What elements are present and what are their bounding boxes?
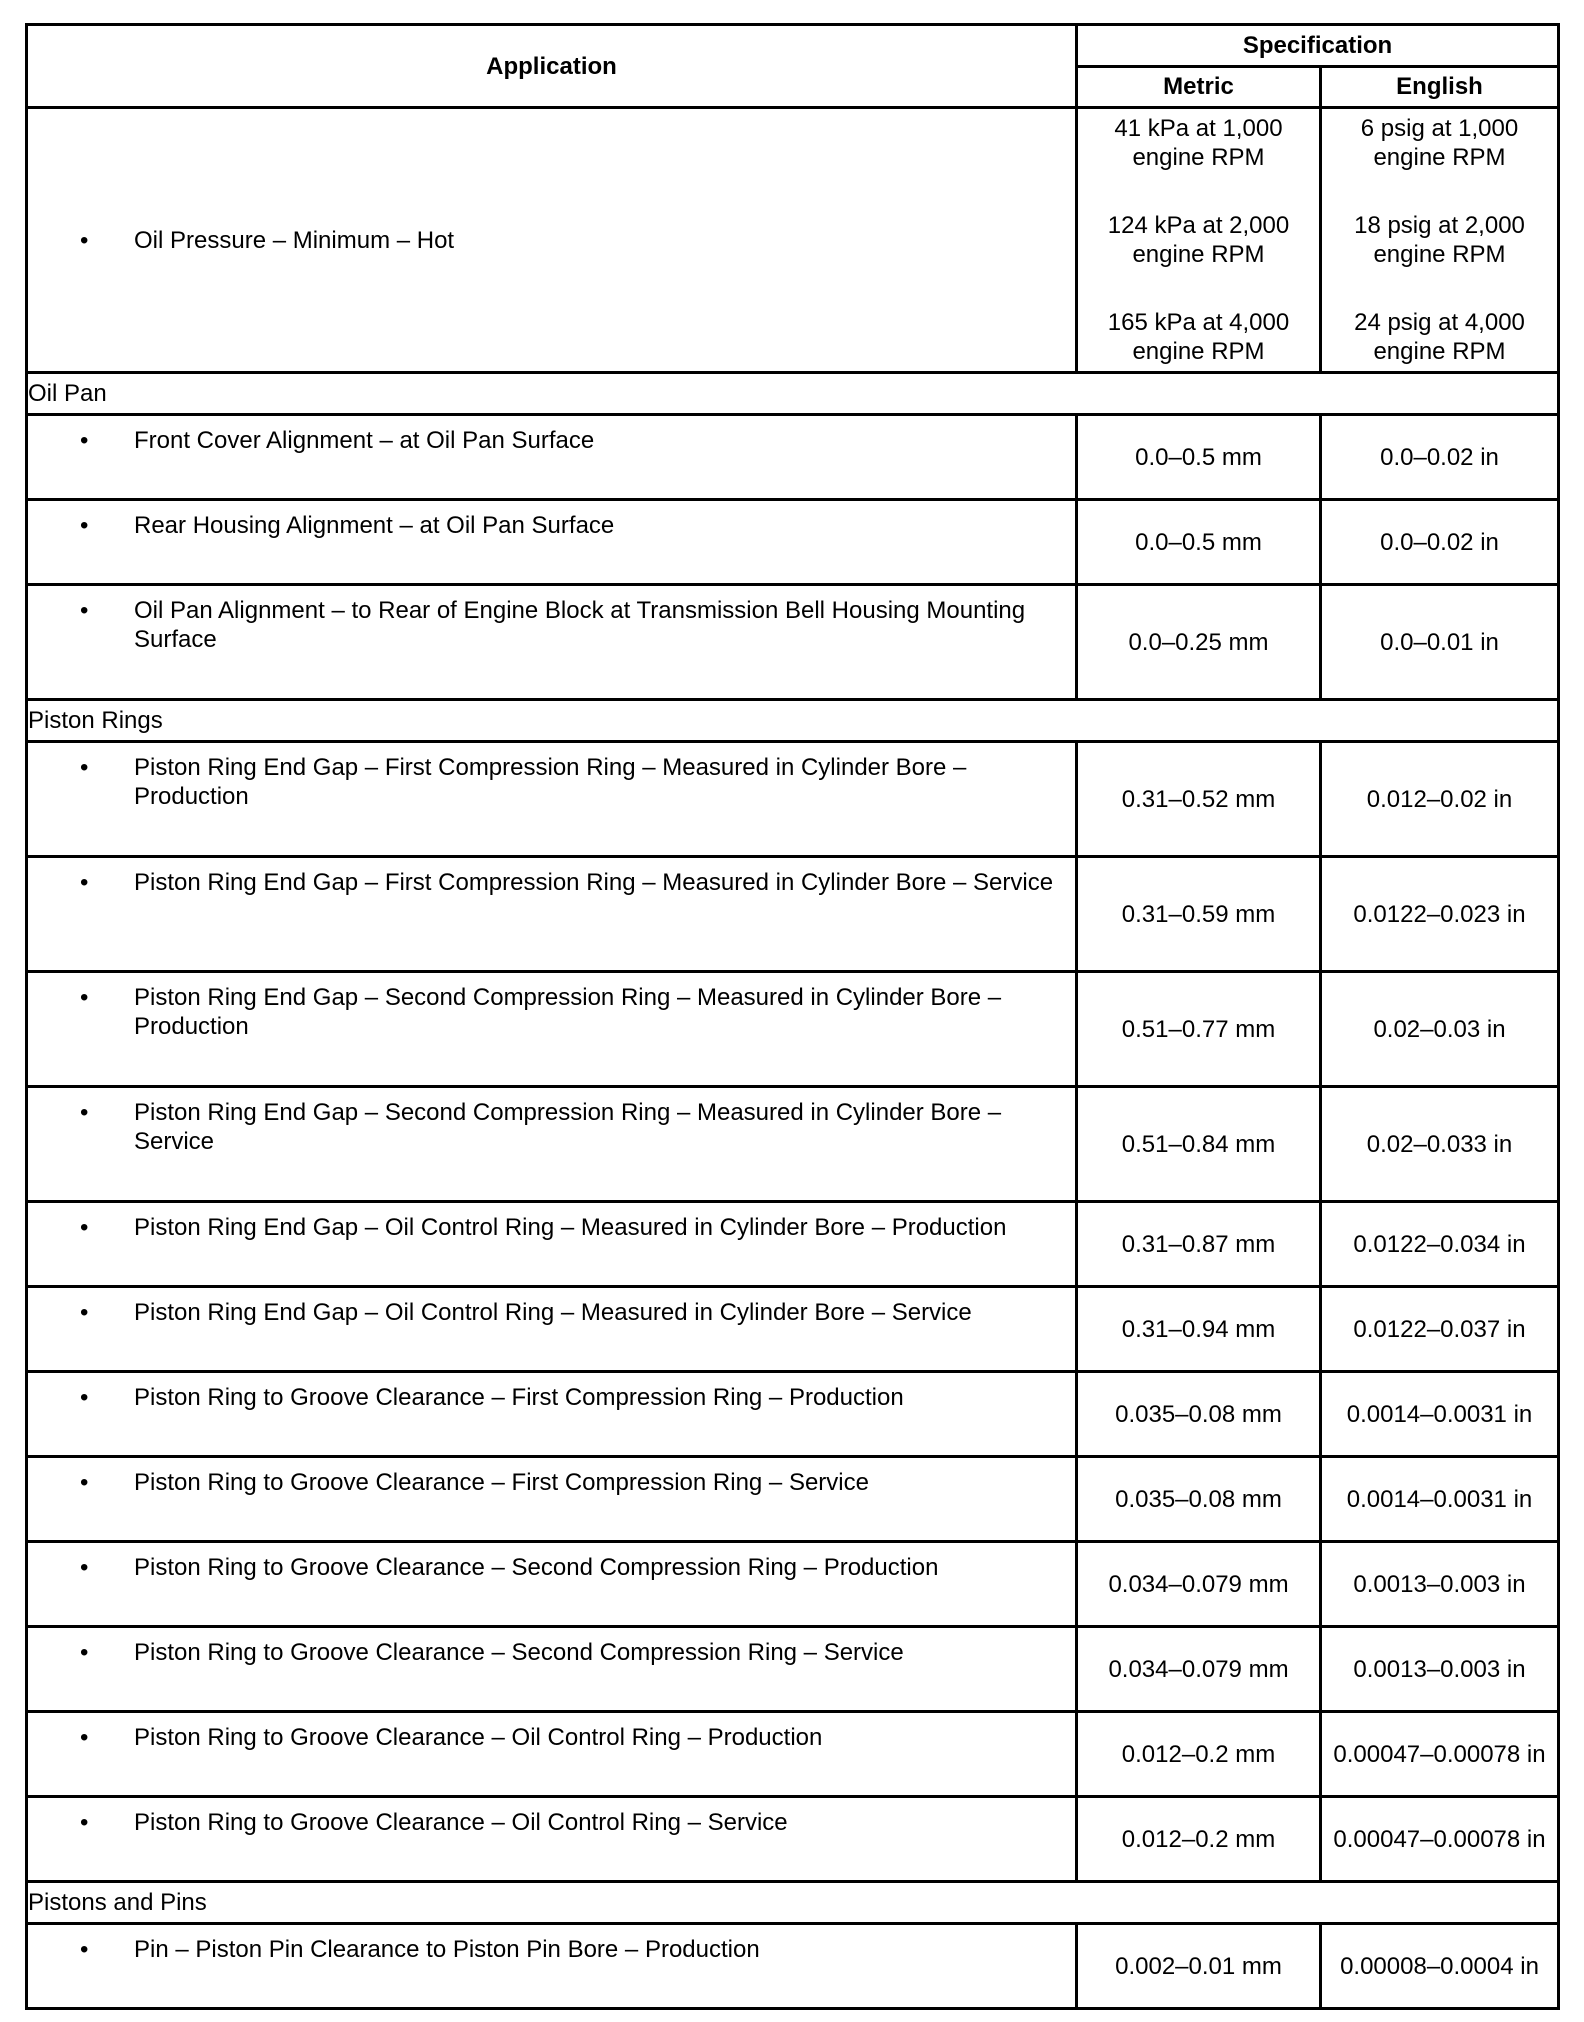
- section-row: [27, 373, 1559, 415]
- application-cell: [27, 415, 1077, 500]
- application-cell: [27, 1924, 1077, 2009]
- english-value: 0.0014–0.0031 in: [1321, 1372, 1559, 1457]
- application-cell: [27, 500, 1077, 585]
- application-cell: [27, 1797, 1077, 1882]
- section-heading: Oil Pan: [27, 373, 1559, 415]
- application-label: Piston Ring End Gap – Oil Control Ring – Measured in Cylinder Bore – Service: [134, 1299, 972, 1326]
- table-row: [27, 1287, 1559, 1372]
- application-cell: [27, 1712, 1077, 1797]
- table-row: [27, 1087, 1559, 1202]
- metric-value: 0.012–0.2 mm: [1077, 1712, 1321, 1797]
- header-english: English: [1321, 66, 1559, 108]
- table-row: [27, 1924, 1559, 2009]
- application-cell: [27, 1087, 1077, 1202]
- metric-value: 0.034–0.079 mm: [1077, 1542, 1321, 1627]
- bullet-icon: •: [80, 984, 89, 1011]
- english-cell: [1321, 108, 1559, 373]
- specification-table: [25, 23, 1560, 2010]
- metric-value: 0.0–0.25 mm: [1077, 585, 1321, 700]
- application-cell: [27, 1372, 1077, 1457]
- application-label: Pin – Piston Pin Clearance to Piston Pin Bore – Production: [134, 1936, 760, 1963]
- table-row: [27, 972, 1559, 1087]
- metric-value: 0.31–0.59 mm: [1077, 857, 1321, 972]
- bullet-icon: •: [80, 1384, 89, 1411]
- table-row: [27, 1457, 1559, 1542]
- application-cell: [27, 585, 1077, 700]
- table-row: [27, 1372, 1559, 1457]
- english-value: 0.02–0.033 in: [1321, 1087, 1559, 1202]
- application-label: Piston Ring to Groove Clearance – Second Compression Ring – Production: [134, 1554, 939, 1581]
- application-label: Oil Pressure – Minimum – Hot: [134, 226, 455, 254]
- application-cell: [27, 1627, 1077, 1712]
- section-heading: Piston Rings: [27, 700, 1559, 742]
- english-value: 0.0–0.02 in: [1321, 415, 1559, 500]
- english-value: 0.02–0.03 in: [1321, 972, 1559, 1087]
- metric-value: 0.0–0.5 mm: [1077, 415, 1321, 500]
- bullet-icon: •: [80, 1469, 89, 1496]
- table-row: [27, 1202, 1559, 1287]
- section-heading: Pistons and Pins: [27, 1882, 1559, 1924]
- application-label: Front Cover Alignment – at Oil Pan Surface: [134, 427, 595, 454]
- english-value: 0.0122–0.037 in: [1321, 1287, 1559, 1372]
- application-label: Piston Ring to Groove Clearance – First Compression Ring – Production: [134, 1384, 904, 1411]
- metric-value: 0.31–0.94 mm: [1077, 1287, 1321, 1372]
- metric-line: 41 kPa at 1,000: [1114, 115, 1283, 142]
- english-value: 0.0013–0.003 in: [1321, 1542, 1559, 1627]
- metric-line: engine RPM: [1132, 241, 1265, 268]
- application-label: Piston Ring End Gap – First Compression Ring – Measured in Cylinder Bore – Production: [134, 754, 967, 810]
- metric-line: engine RPM: [1132, 338, 1265, 365]
- table-row: [27, 500, 1559, 585]
- application-label: Piston Ring to Groove Clearance – Oil Control Ring – Production: [134, 1724, 823, 1751]
- english-value: 0.0–0.01 in: [1321, 585, 1559, 700]
- header-specification: Specification: [1077, 25, 1559, 67]
- english-value: 0.0122–0.034 in: [1321, 1202, 1559, 1287]
- table-row: [27, 585, 1559, 700]
- application-label: Piston Ring End Gap – Second Compression Ring – Measured in Cylinder Bore – Service: [134, 1099, 1002, 1155]
- metric-value: 0.31–0.87 mm: [1077, 1202, 1321, 1287]
- english-line: 18 psig at 2,000: [1354, 212, 1525, 239]
- english-value: 0.0–0.02 in: [1321, 500, 1559, 585]
- bullet-icon: •: [80, 597, 89, 624]
- english-line: 24 psig at 4,000: [1354, 309, 1525, 336]
- english-line: engine RPM: [1373, 144, 1506, 171]
- header-application: Application: [27, 25, 1077, 108]
- metric-value: 0.51–0.77 mm: [1077, 972, 1321, 1087]
- bullet-icon: •: [80, 1554, 89, 1581]
- metric-cell: [1077, 108, 1321, 373]
- metric-value: 0.51–0.84 mm: [1077, 1087, 1321, 1202]
- table-row: [27, 742, 1559, 857]
- application-cell: [27, 1202, 1077, 1287]
- english-line: engine RPM: [1373, 338, 1506, 365]
- table-row-oil-pressure: [27, 108, 1559, 373]
- english-value: 0.00047–0.00078 in: [1321, 1712, 1559, 1797]
- application-label: Piston Ring to Groove Clearance – First Compression Ring – Service: [134, 1469, 869, 1496]
- application-cell: [27, 1287, 1077, 1372]
- table-row: [27, 1627, 1559, 1712]
- table-row: [27, 857, 1559, 972]
- application-label: Rear Housing Alignment – at Oil Pan Surface: [134, 512, 615, 539]
- english-value: 0.00047–0.00078 in: [1321, 1797, 1559, 1882]
- application-cell: [27, 1542, 1077, 1627]
- application-label: Piston Ring End Gap – First Compression Ring – Measured in Cylinder Bore – Service: [134, 869, 1054, 896]
- bullet-icon: •: [80, 512, 89, 539]
- application-cell: [27, 108, 1077, 373]
- metric-value: 0.0–0.5 mm: [1077, 500, 1321, 585]
- application-label: Piston Ring to Groove Clearance – Oil Control Ring – Service: [134, 1809, 788, 1836]
- english-value: 0.0014–0.0031 in: [1321, 1457, 1559, 1542]
- metric-value: 0.035–0.08 mm: [1077, 1457, 1321, 1542]
- application-cell: [27, 857, 1077, 972]
- section-row: [27, 1882, 1559, 1924]
- header-metric: Metric: [1077, 66, 1321, 108]
- metric-value: 0.035–0.08 mm: [1077, 1372, 1321, 1457]
- table-row: [27, 1797, 1559, 1882]
- bullet-icon: •: [80, 1214, 89, 1241]
- metric-value: 0.31–0.52 mm: [1077, 742, 1321, 857]
- english-line: engine RPM: [1373, 241, 1506, 268]
- table-row: [27, 415, 1559, 500]
- metric-value: 0.002–0.01 mm: [1077, 1924, 1321, 2009]
- application-cell: [27, 972, 1077, 1087]
- bullet-icon: •: [80, 1099, 89, 1126]
- bullet-icon: •: [80, 1724, 89, 1751]
- bullet-icon: •: [80, 1639, 89, 1666]
- metric-value: 0.012–0.2 mm: [1077, 1797, 1321, 1882]
- bullet-icon: •: [80, 754, 89, 781]
- metric-line: engine RPM: [1132, 144, 1265, 171]
- section-row: [27, 700, 1559, 742]
- table-row: [27, 1712, 1559, 1797]
- metric-value: 0.034–0.079 mm: [1077, 1627, 1321, 1712]
- metric-line: 165 kPa at 4,000: [1107, 309, 1290, 336]
- english-value: 0.0122–0.023 in: [1321, 857, 1559, 972]
- bullet-icon: •: [80, 226, 89, 254]
- application-cell: [27, 1457, 1077, 1542]
- metric-line: 124 kPa at 2,000: [1107, 212, 1290, 239]
- table-row: [27, 1542, 1559, 1627]
- application-label: Oil Pan Alignment – to Rear of Engine Block at Transmission Bell Housing Mounting Surface: [134, 597, 1026, 653]
- english-value: 0.012–0.02 in: [1321, 742, 1559, 857]
- english-value: 0.0013–0.003 in: [1321, 1627, 1559, 1712]
- bullet-icon: •: [80, 427, 89, 454]
- english-value: 0.00008–0.0004 in: [1321, 1924, 1559, 2009]
- bullet-icon: •: [80, 1809, 89, 1836]
- application-label: Piston Ring to Groove Clearance – Second Compression Ring – Service: [134, 1639, 904, 1666]
- application-label: Piston Ring End Gap – Second Compression Ring – Measured in Cylinder Bore – Production: [134, 984, 1002, 1040]
- application-label: Piston Ring End Gap – Oil Control Ring – Measured in Cylinder Bore – Production: [134, 1214, 1007, 1241]
- bullet-icon: •: [80, 869, 89, 896]
- bullet-icon: •: [80, 1936, 89, 1963]
- application-cell: [27, 742, 1077, 857]
- english-line: 6 psig at 1,000: [1360, 115, 1519, 142]
- bullet-icon: •: [80, 1299, 89, 1326]
